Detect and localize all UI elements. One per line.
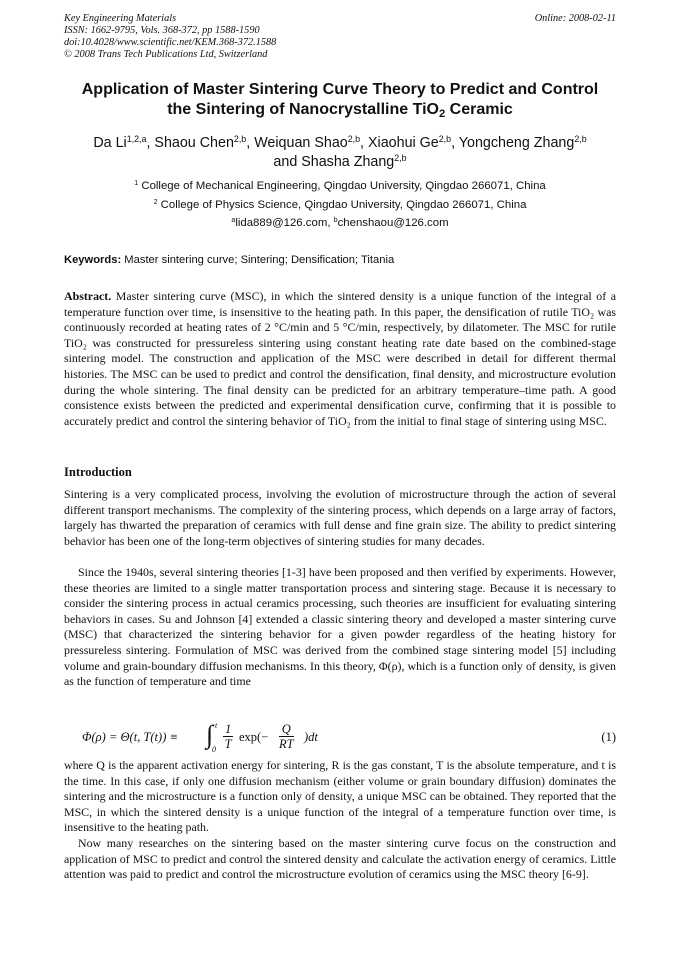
- journal-name: Key Engineering Materials: [64, 13, 177, 24]
- doi-line: doi:10.4028/www.scientific.net/KEM.368-372.1588: [64, 37, 277, 48]
- integral-upper-limit: t: [215, 721, 218, 730]
- running-header: [64, 13, 616, 61]
- title-line-2: the Sintering of Nanocrystalline TiO$_2$ Ceramic: [167, 101, 513, 120]
- title-line-1: Application of Master Sintering Curve Theory to Predict and Control: [81, 81, 599, 98]
- author: Xiaohui Ge$^{2,b}$,: [368, 134, 459, 151]
- equation-tail: )dt: [304, 730, 318, 744]
- author: Da Li$^{1,2,a}$,: [93, 134, 155, 151]
- affiliation-2: $^2$ College of Physics Science, Qingdao University, Qingdao 266071, China: [153, 199, 527, 211]
- email-link-b[interactable]: chenshaou@126.com: [337, 217, 449, 229]
- intro-paragraph-2: Since the 1940s, several sintering theories [1-3] have been proposed and then verified by experiments. However, these theories are limited to a single matter transportation process and sintering stage. Because it is necessary to consider the sintering process in actual ceramics processing, such theories are insufficient for evaluating sintering behaviors in cases. Su and Johnson [4] extended a classic sintering theory and developed a master sintering curve (MSC) that characterized the sintering behavior for a given powder regardless of the heating history for pressureless sintering. Formulation of MSC was derived from the combined stage sintering model [5] including volume and grain-boundary diffusion mechanisms. In this theory, Φ(ρ), which is a function only of density, is given as the function of temperature and time: [64, 565, 616, 689]
- paper-title: [40, 80, 640, 120]
- author: Yongcheng Zhang$^{2,b}$: [458, 134, 587, 151]
- integral-lower-limit: 0: [212, 745, 216, 754]
- author-line-2: and Shasha Zhang$^{2,b}$: [273, 153, 407, 170]
- email-line: $^a$lida889@126.com, $^b$chenshaou@126.com: [231, 217, 449, 229]
- author-line-1: [40, 134, 640, 153]
- intro-paragraph-3: where Q is the apparent activation energy for sintering, R is the gas constant, T is the absolute temperature, and t is the time. In this case, if only one diffusion mechanism (either volume or grain boundary diffusion) dominates the sintering and the microstructure is a function only of density, a unique MSC can be obtained. They reported that the MSC, in which the sintered density is a unique function of the integral of a temperature function over time, is insensitive to the heating path.: [64, 758, 616, 835]
- intro-paragraph-4: Now many researches on the sintering based on the master sintering curve focus on the construction and application of MSC to predict and control the sintered density and calculate the activation energy of ceramics. Little attention was paid to predict and control the microstructure evolution of ceramics using the MSC theory [6-9].: [64, 836, 616, 882]
- copyright-line: © 2008 Trans Tech Publications Ltd, Switzerland: [64, 49, 268, 60]
- equation-number: (1): [601, 730, 616, 744]
- exp-function: exp(−: [239, 730, 269, 744]
- fraction-1-over-t: $\frac{1}{T}$: [224, 722, 232, 751]
- email-link-a[interactable]: lida889@126.com,: [235, 217, 334, 229]
- issn-line: ISSN: 1662-9795, Vols. 368-372, pp 1588-1590: [64, 25, 260, 36]
- section-heading-introduction: Introduction: [64, 465, 132, 479]
- integral-sign: ∫: [206, 720, 214, 749]
- author-list: [40, 134, 640, 172]
- equation-1: [64, 719, 616, 757]
- affiliation-1: $^1$ College of Mechanical Engineering, Qingdao University, Qingdao 266071, China: [134, 180, 546, 192]
- equation-lhs: Φ(ρ) = Θ(t, T(t)) ≡: [82, 730, 178, 744]
- keywords: Keywords: Master sintering curve; Sintering; Densification; Titania: [64, 254, 395, 266]
- abstract: Abstract. Master sintering curve (MSC), in which the sintered density is a unique function of the integral of a temperature function over time, is insensitive to the heating path. In this paper, the densification of rutile TiO₂ was continuously recorded at heating rates of 2 °C/min and 5 °C/min, respectively, by dilatometer. The MSC for rutile TiO₂ was constructed for pressureless sintering using constant heating rate date based on the combined-stage sintering model. The construction and application of the MSC were described in detail for different thermal histories. The MSC can be used to predict and control the densification, final density, and microstructure evolution during the whole sintering. The final density can be predicted for an arbitrary temperature–time path. A good consistence exists between the predicted and experimental densification curve, confirming that it is possible to accurately predict and control the sintering behavior of TiO₂ from the initial to final stage of sintering using MSC.: [64, 289, 616, 428]
- author: Weiquan Shao$^{2,b}$,: [254, 134, 368, 151]
- online-date: Online: 2008-02-11: [534, 13, 616, 24]
- intro-paragraph-1: Sintering is a very complicated process, involving the evolution of microstructure through the action of several different transport mechanisms. The complexity of the sintering process, which depends on a large array of factors, largely has thwarted the preparation of ceramics with full dense and fine grain size. The ability to predict sintering behavior has been one of the long-term objectives of sintering studies for many decades.: [64, 487, 616, 548]
- author: Shaou Chen$^{2,b}$,: [154, 134, 255, 151]
- fraction-q-over-rt: $\frac{Q}{RT}$: [279, 722, 294, 751]
